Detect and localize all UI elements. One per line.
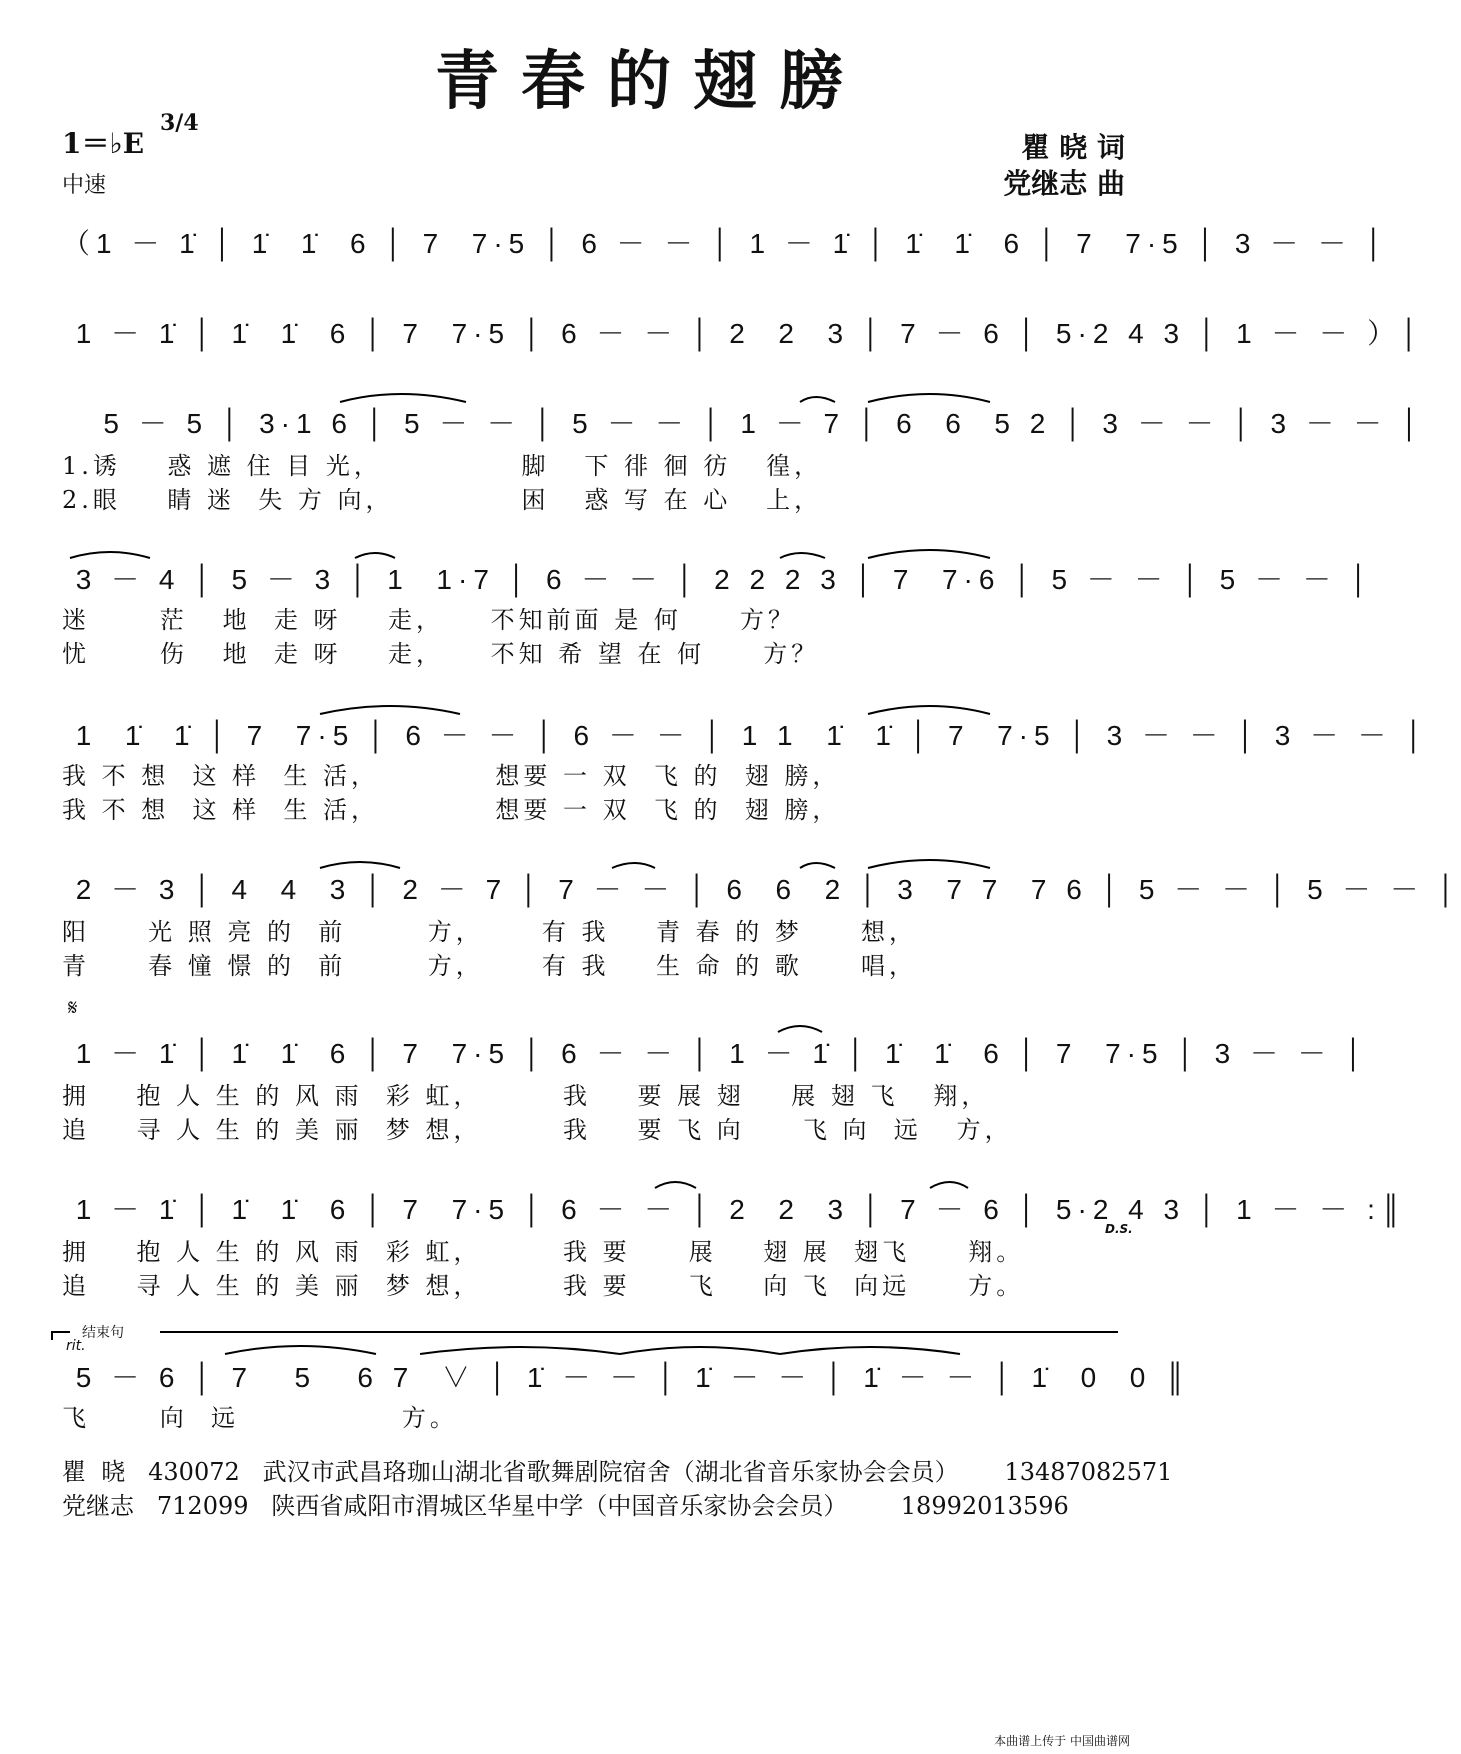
score-row-6: 2 － 3 │ 4 4 3 │ 2 － 7 │ 7 － － │ 6 6 2 │ 3 7 7 7 6 │ 5 － － │ 5 － － │	[62, 874, 1461, 905]
tie-row-9-b	[420, 1347, 620, 1354]
ds-marking: D.S.	[1105, 1222, 1133, 1236]
slur-row-6-c	[800, 863, 835, 868]
slur-row-4-c	[780, 553, 825, 558]
slur-row-6-b	[612, 863, 655, 868]
rit-marking: rit.	[66, 1338, 86, 1354]
lyric-row-9: 飞 向 远 方。	[62, 1404, 458, 1432]
tie-row-9-d	[780, 1347, 960, 1354]
score-row-5: 1 1̇ 1̇ │ 7 7·5 │ 6 － － │ 6 － － │ 1 1 1̇ 1̇ │ 7 7·5 │ 3 － － │ 3 － － │	[62, 720, 1430, 751]
tie-row-9-c	[620, 1347, 780, 1354]
score-row-9: 5 － 6 │ 7 5 6 7 ∨ │ 1̇ － － │ 1̇ － － │ 1̇ － － │ 1̇ 0 0 ║	[62, 1362, 1191, 1393]
ending-label: 结束句	[82, 1325, 124, 1341]
key-signature: 1＝♭E	[62, 127, 145, 160]
lyric-row-3-verse-2: 2.眼 睛 迷 失 方 向， 困 惑 写 在 心 上，	[62, 486, 823, 514]
score-row-1: （1 － 1̇ │ 1̇ 1̇ 6 │ 7 7·5 │ 6 － － │ 1 － 1̇ │ 1̇ 1̇ 6 │ 7 7·5 │ 3 － － │	[62, 228, 1390, 259]
slur-row-9-a	[225, 1346, 376, 1354]
lyric-row-7-verse-2: 追 寻 人 生 的 美 丽 梦 想， 我 要 飞 向 飞 向 远 方，	[62, 1116, 1013, 1144]
time-signature: 3/4	[160, 110, 199, 136]
slur-row-4-b	[355, 553, 395, 558]
score-row-4: 3 － 4 │ 5 － 3 │ 1 1·7 │ 6 － － │ 2 2 2 3 │ 7 7·6 │ 5 － － │ 5 － － │	[62, 564, 1375, 595]
tie-row-3-c	[868, 394, 990, 402]
slur-row-3-b	[800, 397, 835, 402]
tie-row-3-a	[340, 394, 466, 402]
song-title: 青春的翅膀	[435, 44, 865, 119]
lyric-row-7-verse-1: 拥 抱 人 生 的 风 雨 彩 虹， 我 要 展 翅 展 翅 飞 翔，	[62, 1082, 990, 1110]
tempo-marking: 中速	[62, 173, 107, 198]
lyric-row-6-verse-1: 阳 光 照 亮 的 前 方， 有 我 青 春 的 梦 想，	[62, 918, 918, 946]
slur-row-4-a	[70, 552, 150, 558]
lyric-row-3-verse-1: 1.诱 惑 遮 住 目 光， 脚 下 徘 徊 彷 徨，	[62, 452, 823, 480]
score-row-7: 1 － 1̇ │ 1̇ 1̇ 6 │ 7 7·5 │ 6 － － │ 1 － 1̇ │ 1̇ 1̇ 6 │ 7 7·5 │ 3 － － │	[62, 1038, 1370, 1069]
slur-row-8-a	[655, 1182, 696, 1188]
score-row-2: 1 － 1̇ │ 1̇ 1̇ 6 │ 7 7·5 │ 6 － － │ 2 2 3 │ 7 － 6 │ 5·2 4 3 │ 1 － － ）│	[62, 318, 1425, 349]
composer-contact: 党继志 712099 陕西省咸阳市渭城区华星中学（中国音乐家协会会员） 18992013596	[62, 1492, 1069, 1520]
lyric-row-4-verse-1: 迷 茫 地 走 呀 走， 不知前面 是 何 方？	[62, 606, 796, 634]
lyricist-contact: 瞿 晓 430072 武汉市武昌珞珈山湖北省歌舞剧院宿舍（湖北省音乐家协会会员） 13487082571	[62, 1458, 1173, 1486]
tie-row-5-b	[868, 706, 990, 714]
tie-row-5-a	[320, 706, 460, 714]
segno-sign: 𝄋	[68, 996, 78, 1021]
source-watermark: 本曲谱上传于 中国曲谱网	[994, 1734, 1130, 1748]
lyric-row-4-verse-2: 忧 伤 地 走 呀 走， 不知 希 望 在 何 方？	[62, 640, 820, 668]
lyricist-credit: 瞿 晓 词	[1021, 131, 1125, 164]
lyric-row-5-verse-2: 我 不 想 这 样 生 活， 想要 一 双 飞 的 翅 膀，	[62, 796, 841, 824]
composer-credit: 党继志 曲	[1003, 167, 1125, 200]
score-row-8: 1 － 1̇ │ 1̇ 1̇ 6 │ 7 7·5 │ 6 － － │ 2 2 3 │ 7 － 6 │ 5·2 4 3 │ 1 － － :║	[62, 1194, 1407, 1225]
tie-row-4-d	[868, 550, 990, 558]
lyric-row-8-verse-2: 追 寻 人 生 的 美 丽 梦 想， 我 要 飞 向 飞 向远 方。	[62, 1272, 1025, 1300]
slur-row-6-a	[320, 862, 400, 868]
score-row-3: 5 － 5 │ 3·1 6 │ 5 － － │ 5 － － │ 1 － 7 │ 6 6 5 2 │ 3 － － │ 3 － － │	[62, 408, 1425, 439]
tie-row-6-d	[868, 860, 990, 868]
lyric-row-6-verse-2: 青 春 憧 憬 的 前 方， 有 我 生 命 的 歌 唱，	[62, 952, 918, 980]
slur-row-8-b	[930, 1182, 968, 1188]
lyric-row-5-verse-1: 我 不 想 这 样 生 活， 想要 一 双 飞 的 翅 膀，	[62, 762, 841, 790]
slur-row-7-a	[778, 1026, 822, 1032]
ending-bracket-left	[52, 1332, 70, 1340]
lyric-row-8-verse-1: 拥 抱 人 生 的 风 雨 彩 虹， 我 要 展 翅 展 翅飞 翔。	[62, 1238, 1025, 1266]
